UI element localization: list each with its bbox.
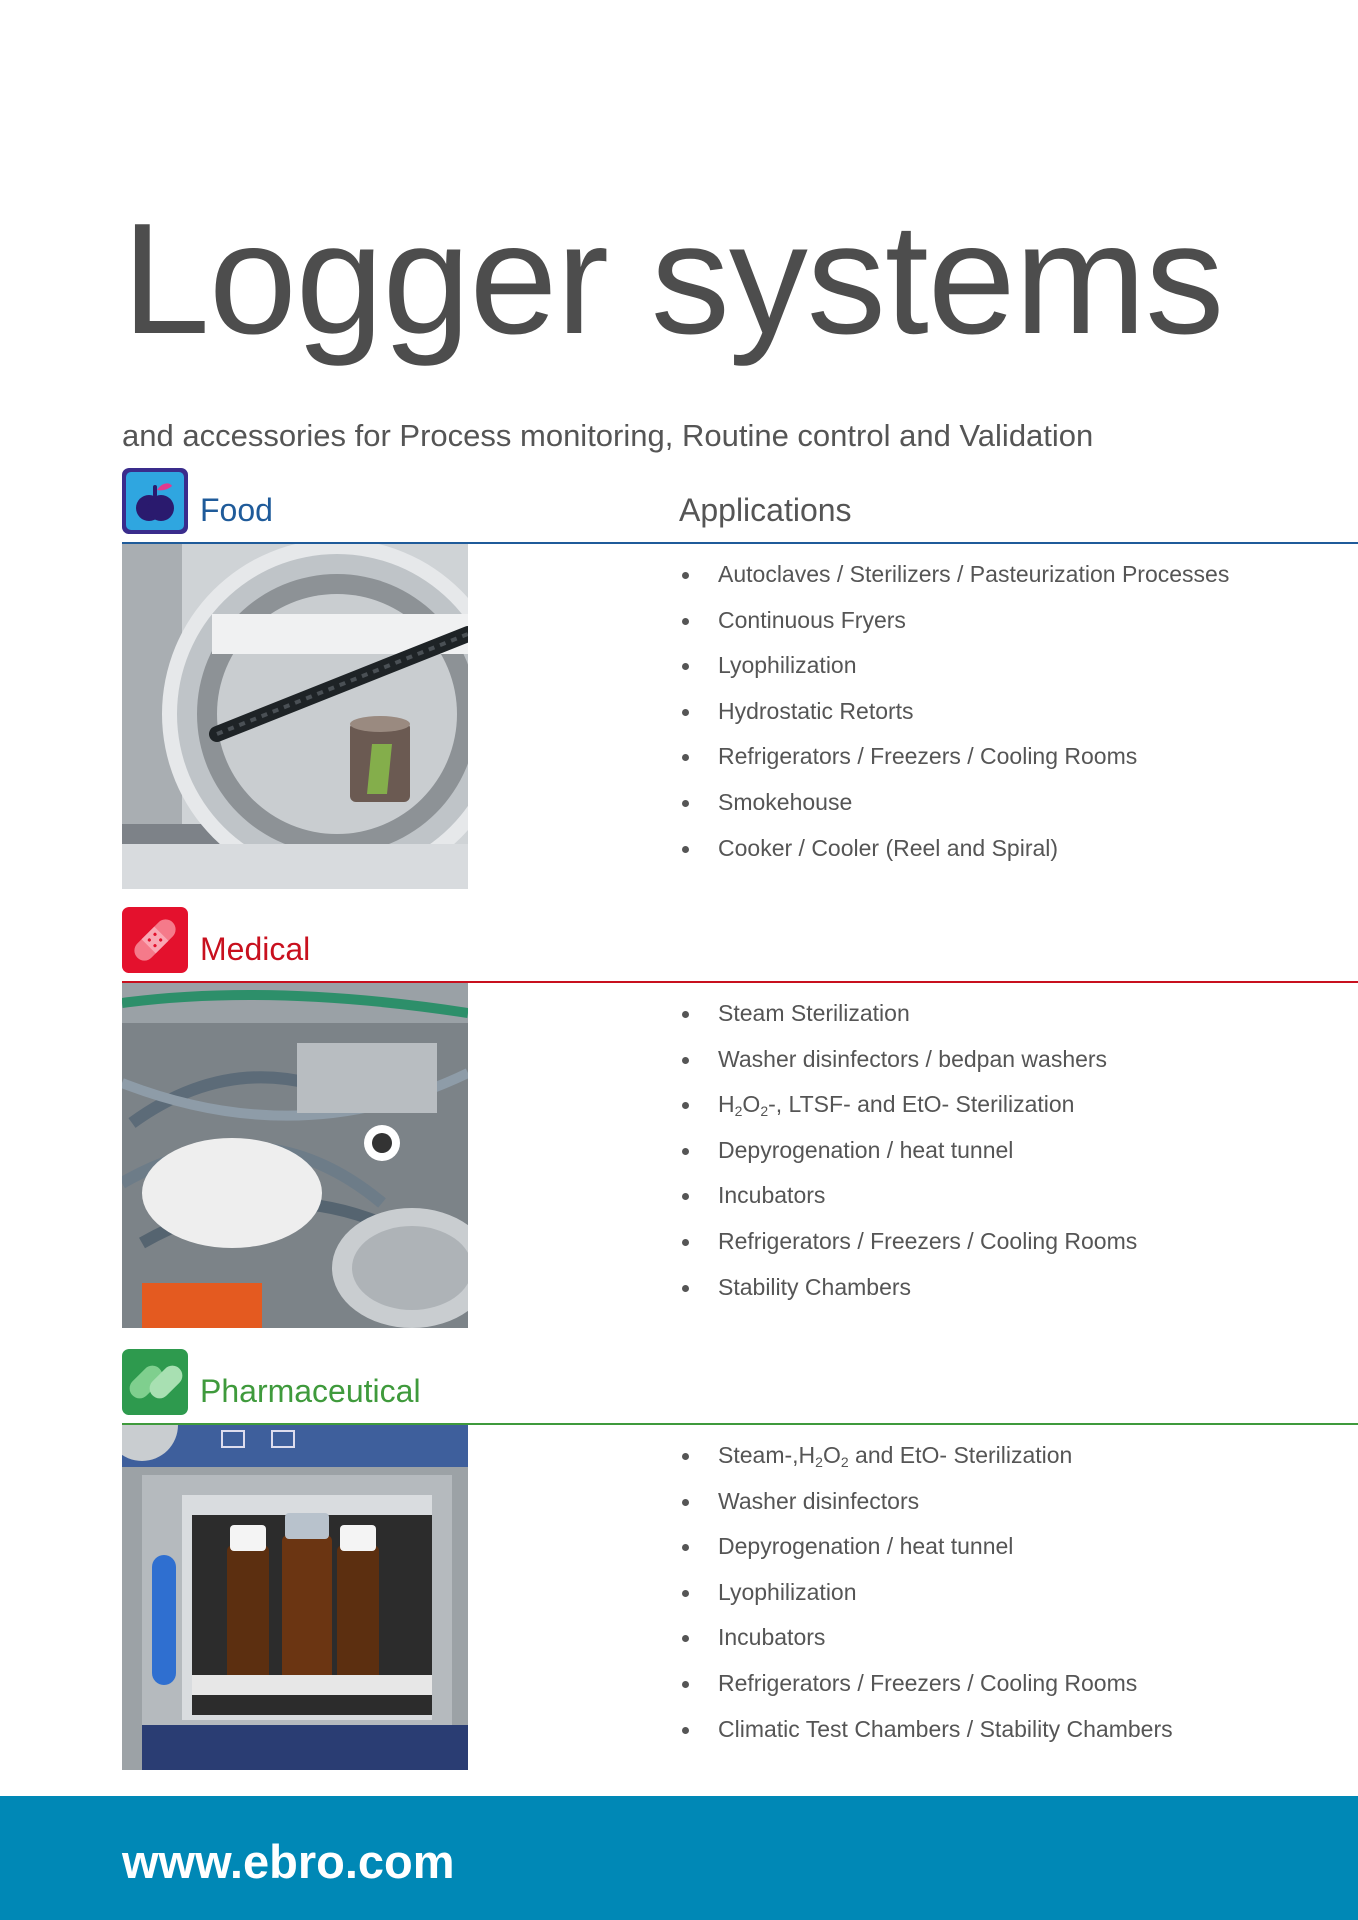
- list-item: Steam-$,H_2O_2$ and EtO- Sterilization: [679, 1433, 1173, 1479]
- list-item: Refrigerators / Freezers / Cooling Rooms: [679, 1661, 1173, 1707]
- page-subtitle: and accessories for Process monitoring, Routine control and Validation: [122, 418, 1094, 453]
- list-item: Refrigerators / Freezers / Cooling Rooms: [679, 1219, 1137, 1265]
- list-item: Hydrostatic Retorts: [679, 689, 1229, 735]
- list-item: Continuous Fryers: [679, 598, 1229, 644]
- chamber-photo: [122, 1425, 468, 1770]
- list-item: Incubators: [679, 1615, 1173, 1661]
- list-item: Lyophilization: [679, 643, 1229, 689]
- medical-application-list: [679, 991, 1137, 1310]
- list-item: Cooker / Cooler (Reel and Spiral): [679, 826, 1229, 872]
- list-item: Washer disinfectors: [679, 1479, 1173, 1525]
- list-item: Climatic Test Chambers / Stability Chambers: [679, 1707, 1173, 1753]
- list-item: Depyrogenation / heat tunnel: [679, 1524, 1173, 1570]
- section-title-pharmaceutical: Pharmaceutical: [200, 1373, 421, 1409]
- footer: [0, 1796, 1358, 1920]
- applications-heading: Applications: [679, 492, 852, 528]
- website-link[interactable]: www.ebro.com: [122, 1835, 455, 1888]
- cables-photo: [122, 983, 468, 1328]
- list-item: Steam Sterilization: [679, 991, 1137, 1037]
- food-application-list: [679, 552, 1229, 871]
- list-item: Smokehouse: [679, 780, 1229, 826]
- page-title: Logger systems: [122, 191, 1224, 367]
- list-item: Refrigerators / Freezers / Cooling Rooms: [679, 734, 1229, 780]
- list-item: Incubators: [679, 1173, 1137, 1219]
- autoclave-photo: [122, 544, 468, 889]
- list-item: Lyophilization: [679, 1570, 1173, 1616]
- section-title-food: Food: [200, 492, 273, 528]
- list-item: $H_2O_2-$, LTSF- and EtO- Sterilization: [679, 1082, 1137, 1128]
- list-item: Washer disinfectors / bedpan washers: [679, 1037, 1137, 1083]
- apple-icon: [122, 468, 188, 534]
- bandage-icon: [122, 907, 188, 973]
- list-item: Stability Chambers: [679, 1265, 1137, 1311]
- section-title-medical: Medical: [200, 931, 311, 967]
- pharmaceutical-application-list: [679, 1433, 1173, 1752]
- list-item: Autoclaves / Sterilizers / Pasteurization Processes: [679, 552, 1229, 598]
- capsule-icon: [122, 1349, 188, 1415]
- list-item: Depyrogenation / heat tunnel: [679, 1128, 1137, 1174]
